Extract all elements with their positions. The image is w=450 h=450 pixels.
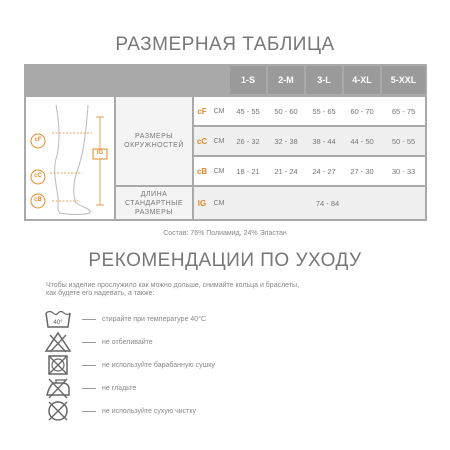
care-item-bleach — [44, 331, 153, 353]
table-cell: 21 - 24 — [274, 166, 298, 176]
composition-text: Состав: 76% Полиамид, 24% Эластан — [163, 230, 287, 237]
circumference-label-cell — [116, 97, 192, 185]
care-item-iron — [44, 377, 136, 399]
table-cell: 60 - 70 — [350, 106, 374, 116]
care-title: РЕКОМЕНДАЦИИ ПО УХОДУ — [88, 250, 362, 271]
row-code-cc: cC — [196, 136, 208, 146]
table-cell: 65 - 75 — [391, 106, 416, 116]
leg-label-lg: lG — [96, 150, 104, 156]
table-cell: 50 - 55 — [391, 136, 416, 146]
circumference-label-line1: РАЗМЕРЫ — [135, 133, 173, 140]
column-header-4xl: 4-XL — [344, 66, 380, 94]
row-code-cb: cB — [196, 166, 208, 176]
care-text: не используйте сухую чистку — [102, 407, 196, 415]
table-cell: 30 - 33 — [391, 166, 416, 176]
care-item-dry-clean — [44, 400, 196, 422]
row-code-cf: cF — [197, 106, 207, 116]
table-cell: 45 - 55 — [236, 106, 260, 116]
table-cell: 55 - 65 — [312, 106, 336, 116]
length-label-line3: РАЗМЕРЫ — [135, 208, 173, 216]
table-cell: 44 - 50 — [350, 136, 374, 146]
care-text: не гладьте — [102, 384, 137, 392]
no-dry-clean-icon — [44, 400, 72, 422]
row-unit: СМ — [213, 107, 225, 115]
care-text: не используйте барабанную сушку — [102, 361, 215, 369]
column-header-2m: 2-M — [268, 66, 304, 94]
column-header-1s: 1-S — [230, 66, 266, 94]
length-value: 74 - 84 — [315, 198, 340, 208]
length-label-line1: ДЛИНА — [140, 190, 168, 198]
care-intro-line2: как будете его надевать, а также: — [46, 290, 155, 297]
column-header-5xxl: 5-XXL — [382, 66, 425, 94]
care-item-wash — [44, 308, 206, 330]
wash-40-icon — [44, 308, 72, 330]
wash-temperature-label: 40° — [53, 320, 63, 326]
row-unit: СМ — [213, 199, 225, 207]
row-unit: СМ — [213, 167, 225, 175]
no-tumble-dry-icon — [44, 354, 72, 376]
table-cell: 27 - 30 — [350, 166, 374, 176]
column-header-3l: 3-L — [306, 66, 342, 94]
leg-label-cc: cC — [34, 173, 42, 179]
size-chart-title: РАЗМЕРНАЯ ТАБЛИЦА — [115, 34, 335, 55]
care-text: не отбеливайте — [102, 338, 153, 346]
no-bleach-icon — [44, 331, 72, 353]
table-cell: 24 - 27 — [312, 166, 336, 176]
no-iron-icon — [44, 377, 72, 399]
length-label-line2: СТАНДАРТНЫЕ — [124, 199, 184, 207]
circumference-label-line2: ОКРУЖНОСТЕЙ — [124, 142, 184, 149]
care-text: стирайте при температуре 40°C — [102, 315, 207, 323]
table-cell: 26 - 32 — [236, 136, 260, 146]
care-item-tumble-dry — [44, 354, 215, 376]
table-cell: 50 - 60 — [274, 106, 298, 116]
leg-label-cf: cF — [34, 137, 42, 143]
table-cell: 18 - 21 — [236, 166, 260, 176]
care-intro — [46, 282, 346, 298]
length-label-cell — [116, 187, 192, 219]
table-cell: 38 - 44 — [312, 136, 336, 146]
care-intro-line1: Чтобы изделие прослужило как можно дольше, снимайте кольца и браслеты, — [46, 282, 300, 289]
leg-label-cb: cB — [34, 197, 42, 203]
row-unit: СМ — [213, 137, 225, 145]
leg-diagram — [26, 97, 114, 219]
row-code-lg: lG — [197, 198, 207, 208]
table-cell: 32 - 38 — [274, 136, 298, 146]
